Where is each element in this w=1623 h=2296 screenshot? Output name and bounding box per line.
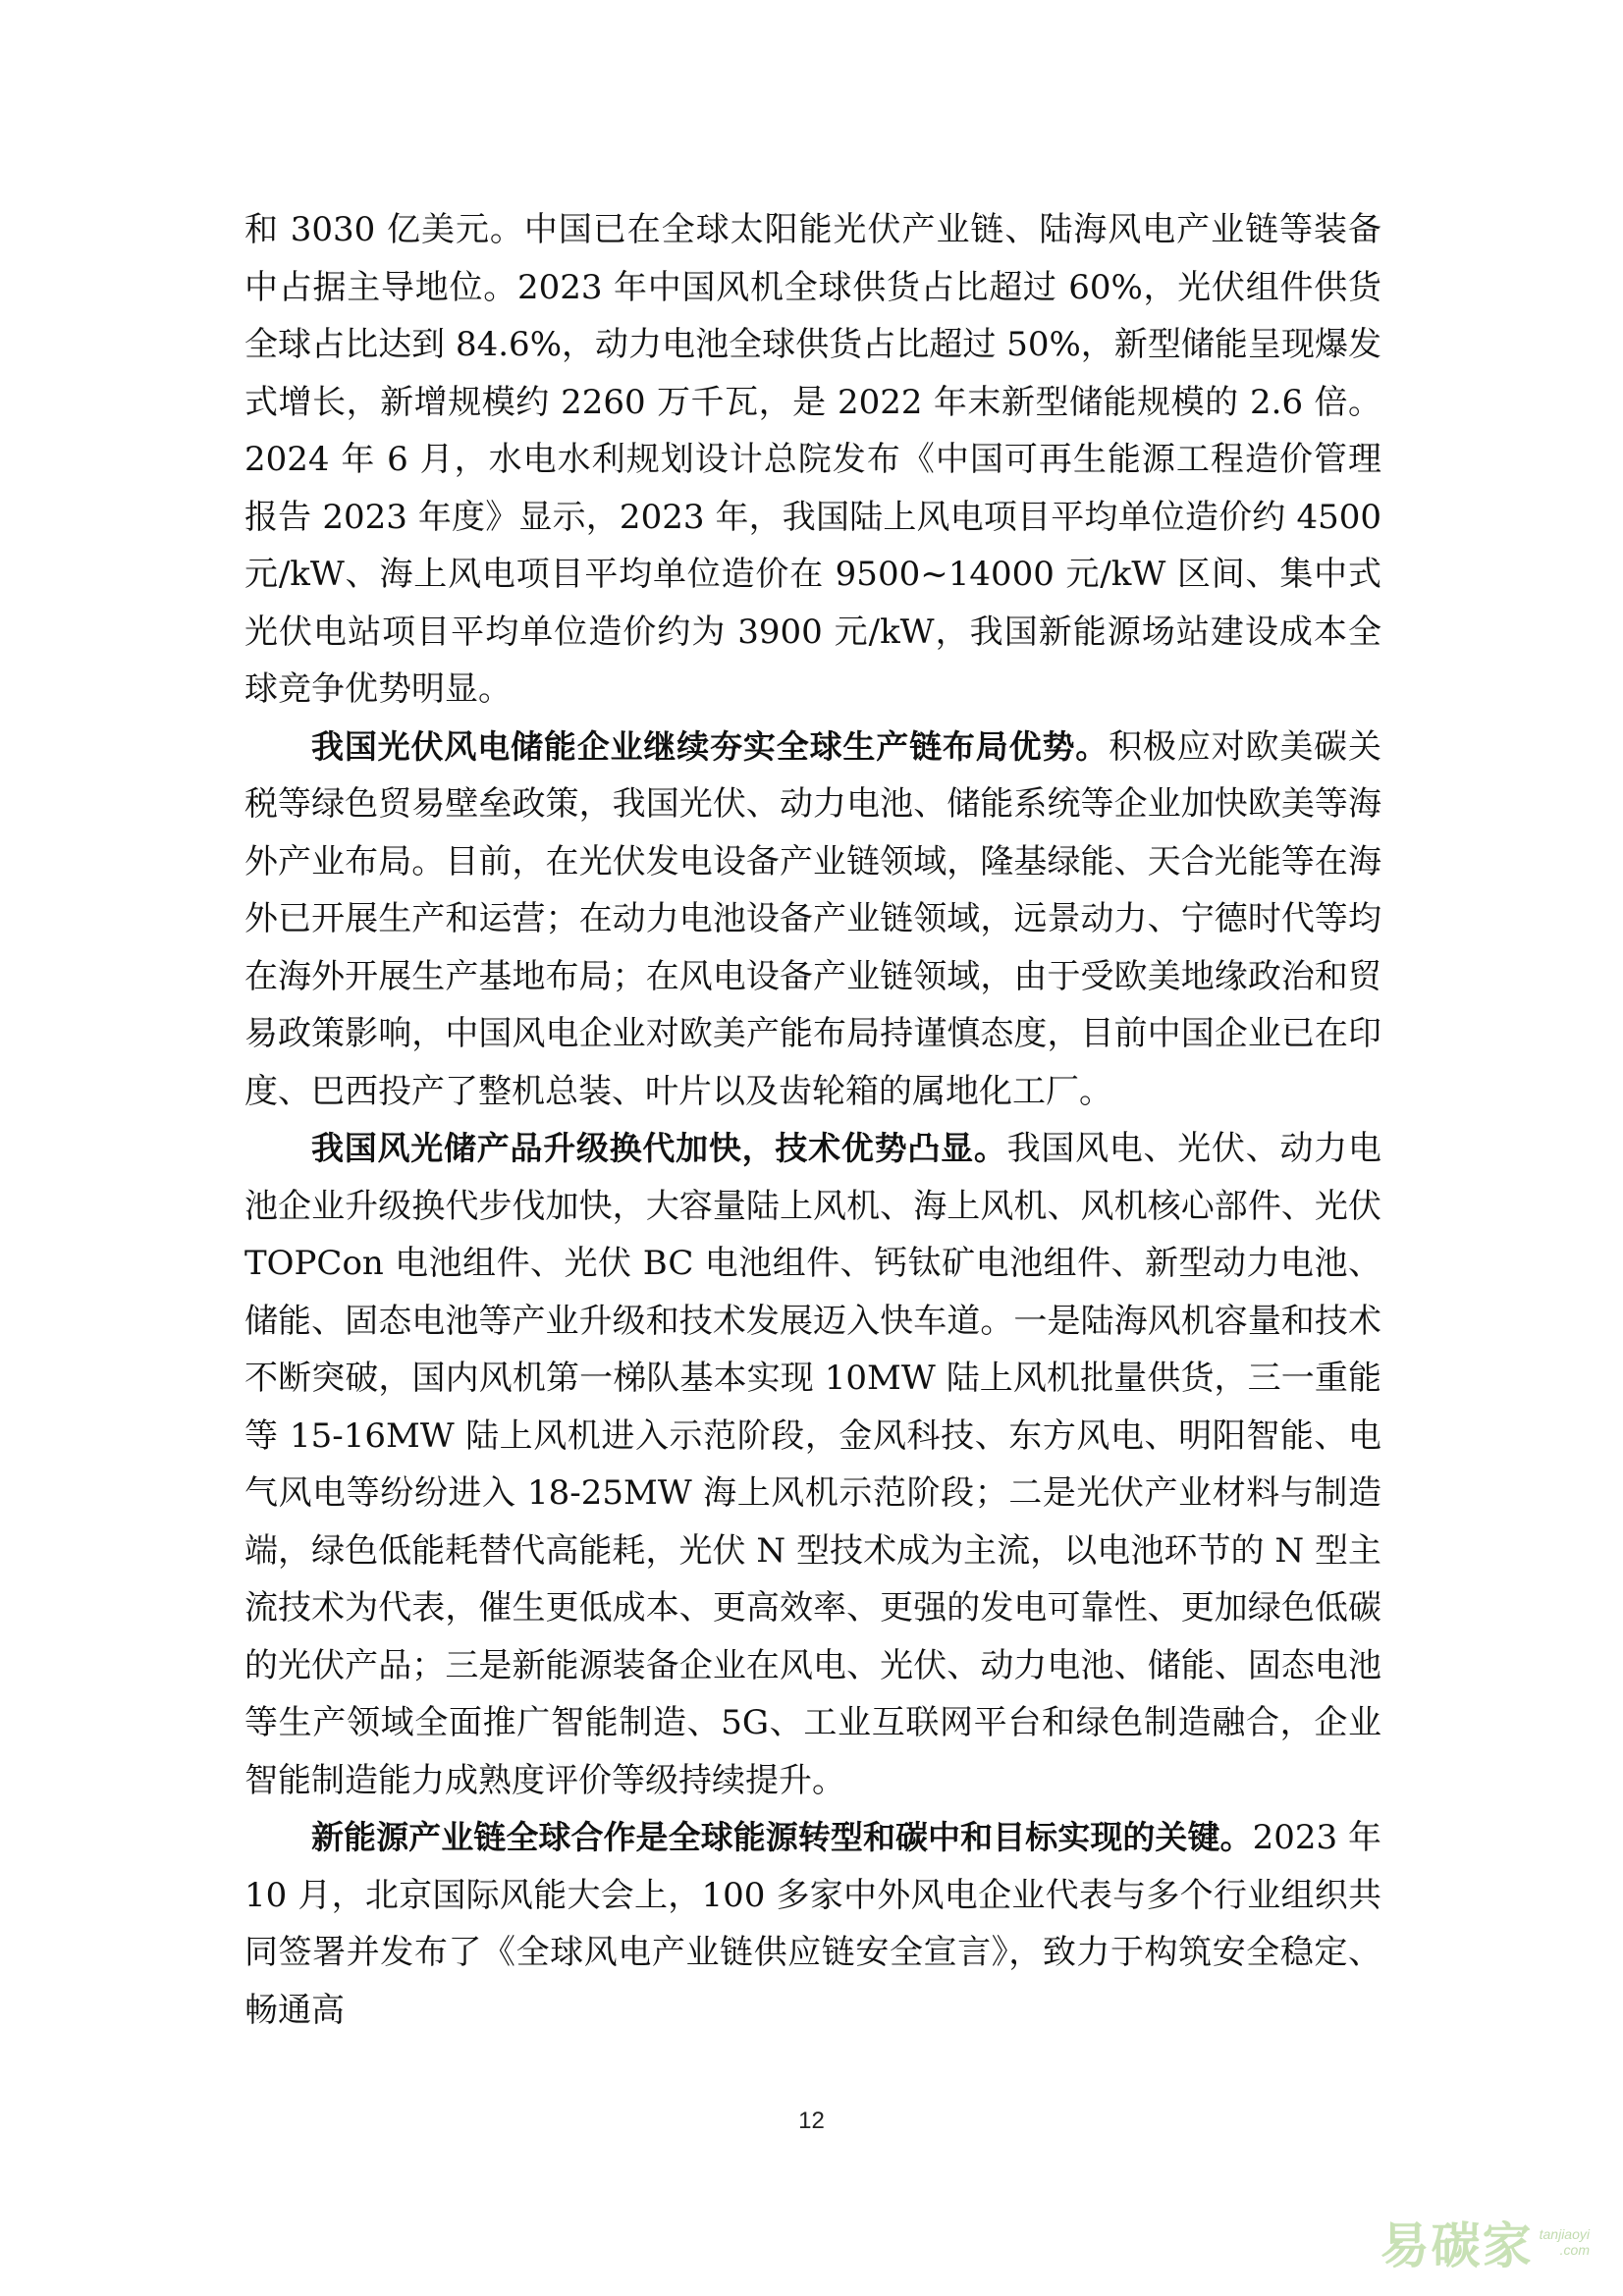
paragraph-2 [244,719,1381,1121]
paragraph-3 [244,1120,1381,1809]
watermark-domain-line1: tanjiaoyi [1539,2226,1590,2242]
watermark-domain-line2: .com [1559,2242,1590,2258]
paragraph-3-text: 我国风电、光伏、动力电池企业升级换代步伐加快，大容量陆上风机、海上风机、风机核心部件、光伏 TOPCon 电池组件、光伏 BC 电池组件、钙钛矿电池组件、新型动力电池、储能、固态电池等产业升级和技术发展迈入快车道。一是陆海风机容量和技术不断突破，国内风机第一梯队基本实现 10MW 陆上风机批量供货，三一重能等 15-16MW 陆上风机进入示范阶段，金风科技、东方风电、明阳智能、电气风电等纷纷进入 18-25MW 海上风机示范阶段；二是光伏产业材料与制造端，绿色低能耗替代高能耗，光伏 N 型技术成为主流，以电池环节的 N 型主流技术为代表，催生更低成本、更高效率、更强的发电可靠性、更加绿色低碳的光伏产品；三是新能源装备企业在风电、光伏、动力电池、储能、固态电池等生产领域全面推广智能制造、5G、工业互联网平台和绿色制造融合，企业智能制造能力成熟度评价等级持续提升。 [244,1129,1382,1800]
paragraph-2-lead: 我国光伏风电储能企业继续夯实全球生产链布局优势。 [311,726,1109,766]
paragraph-4-text: 2023 年 10 月，北京国际风能大会上，100 多家中外风电企业代表与多个行业组织共同签署并发布了《全球风电产业链供应链安全宣言》，致力于构筑安全稳定、畅通高 [244,1818,1381,2030]
paragraph-2-text: 积极应对欧美碳关税等绿色贸易壁垒政策，我国光伏、动力电池、储能系统等企业加快欧美等海外产业布局。目前，在光伏发电设备产业链领域，隆基绿能、天合光能等在海外已开展生产和运营；在动力电池设备产业链领域，远景动力、宁德时代等均在海外开展生产基地布局；在风电设备产业链领域，由于受欧美地缘政治和贸易政策影响，中国风电企业对欧美产能布局持谨慎态度，目前中国企业已在印度、巴西投产了整机总装、叶片以及齿轮箱的属地化工厂。 [244,726,1382,1111]
paragraph-4-lead: 新能源产业链全球合作是全球能源转型和碳中和目标实现的关键。 [311,1818,1253,1856]
watermark-domain [1540,2226,1590,2258]
watermark-logo [1380,2208,1590,2276]
paragraph-1-text: 和 3030 亿美元。中国已在全球太阳能光伏产业链、陆海风电产业链等装备中占据主导地位。2023 年中国风机全球供货占比超过 60%，光伏组件供货全球占比达到 84.6%，动力电池全球供货占比超过 50%，新型储能呈现爆发式增长，新增规模约 2260 万千瓦，是 2022 年末新型储能规模的 2.6 倍。2024 年 6 月，水电水利规划设计总院发布《中国可再生能源工程造价管理报告 2023 年度》显示，2023 年，我国陆上风电项目平均单位造价约 4500 元/kW、海上风电项目平均单位造价在 9500~14000 元/kW 区间、集中式光伏电站项目平均单位造价约为 3900 元/kW，我国新能源场站建设成本全球竞争优势明显。 [244,210,1381,709]
watermark-text: 易碳家 [1380,2217,1534,2274]
paragraph-1 [244,201,1381,719]
body-text [244,201,1381,2039]
page-number: 12 [798,2108,825,2134]
paragraph-4 [244,1809,1381,2039]
paragraph-3-lead: 我国风光储产品升级换代加快，技术优势凸显。 [311,1129,1007,1167]
